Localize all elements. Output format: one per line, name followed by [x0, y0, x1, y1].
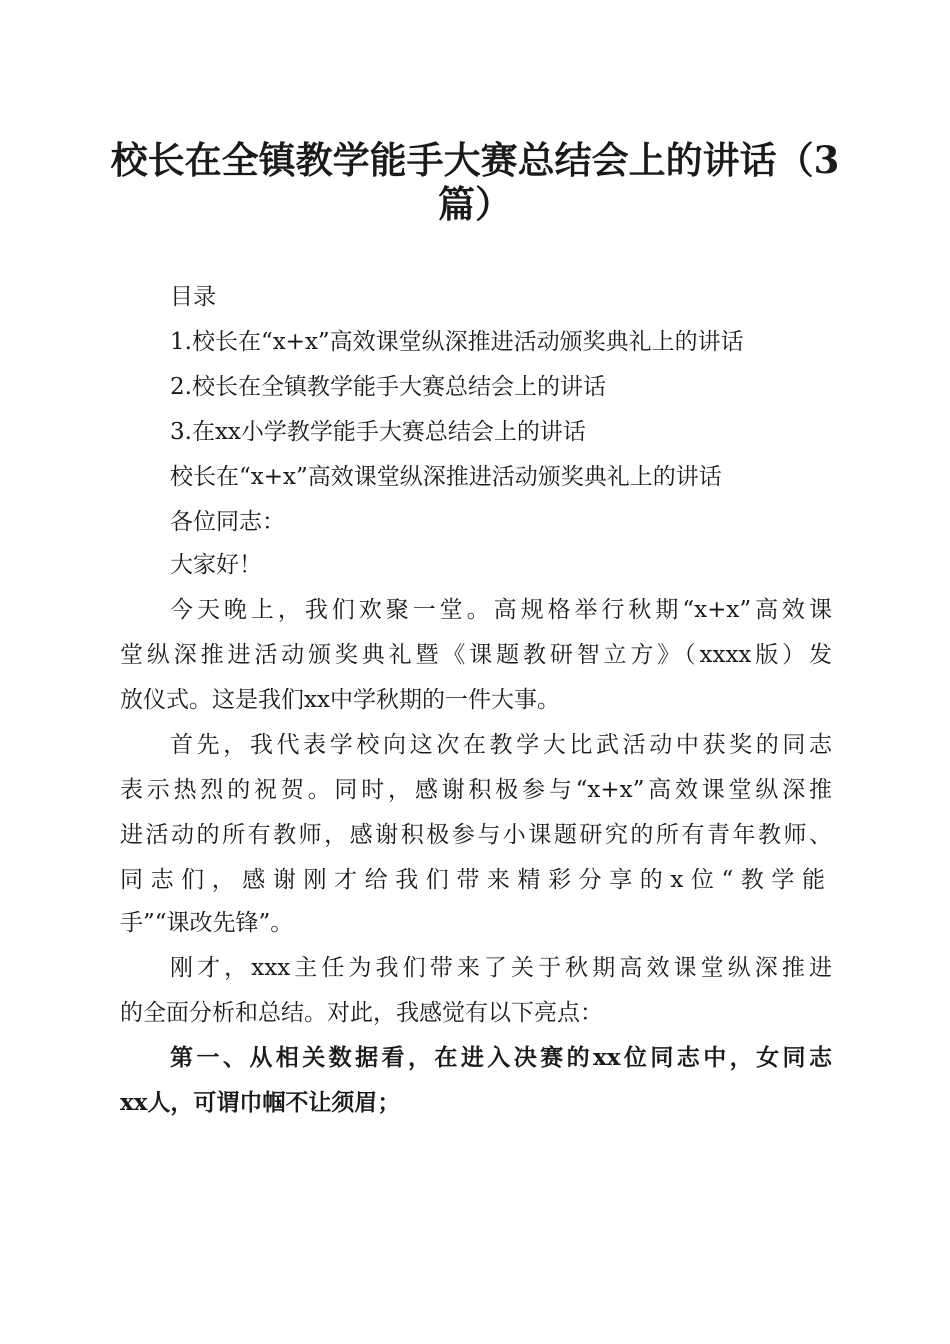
toc-item-1: 1.校长在“x+x”高效课堂纵深推进活动颁奖典礼上的讲话: [170, 329, 744, 355]
salutation: 各位同志：: [170, 509, 285, 535]
document-title-line-2: 篇）: [438, 182, 512, 226]
paragraph-2-line-3: 进活动的所有教师，感谢积极参与小课题研究的所有青年教师、: [120, 822, 832, 848]
paragraph-2-line-5: 手”“课改先锋”。: [120, 910, 294, 936]
paragraph-4-line-2: xx人，可谓巾帼不让须眉；: [120, 1089, 401, 1116]
toc-heading: 目录: [170, 284, 216, 310]
speech-title: 校长在“x+x”高效课堂纵深推进活动颁奖典礼上的讲话: [170, 464, 722, 490]
toc-item-2: 2.校长在全镇教学能手大赛总结会上的讲话: [170, 374, 606, 400]
paragraph-4-line-1: 第一、从相关数据看，在进入决赛的xx位同志中，女同志: [170, 1044, 832, 1071]
document-title-line-1: 校长在全镇教学能手大赛总结会上的讲话（3: [110, 138, 840, 182]
toc-item-3: 3.在xx小学教学能手大赛总结会上的讲话: [170, 419, 586, 445]
paragraph-1-line-3: 放仪式。这是我们xx中学秋期的一件大事。: [120, 687, 560, 713]
paragraph-2-line-4: 同志们，感谢刚才给我们带来精彩分享的x位“教学能: [120, 867, 832, 893]
paragraph-1-line-1: 今天晚上，我们欢聚一堂。高规格举行秋期“x+x”高效课: [170, 597, 832, 623]
paragraph-3-line-1: 刚才，xxx主任为我们带来了关于秋期高效课堂纵深推进: [170, 955, 832, 981]
paragraph-1-line-2: 堂纵深推进活动颁奖典礼暨《课题教研智立方》（xxxx版）发: [120, 642, 832, 668]
greeting: 大家好！: [170, 552, 262, 578]
paragraph-2-line-2: 表示热烈的祝贺。同时，感谢积极参与“x+x”高效课堂纵深推: [120, 777, 832, 803]
paragraph-2-line-1: 首先，我代表学校向这次在教学大比武活动中获奖的同志: [170, 732, 832, 758]
paragraph-3-line-2: 的全面分析和总结。对此，我感觉有以下亮点：: [120, 1000, 603, 1026]
